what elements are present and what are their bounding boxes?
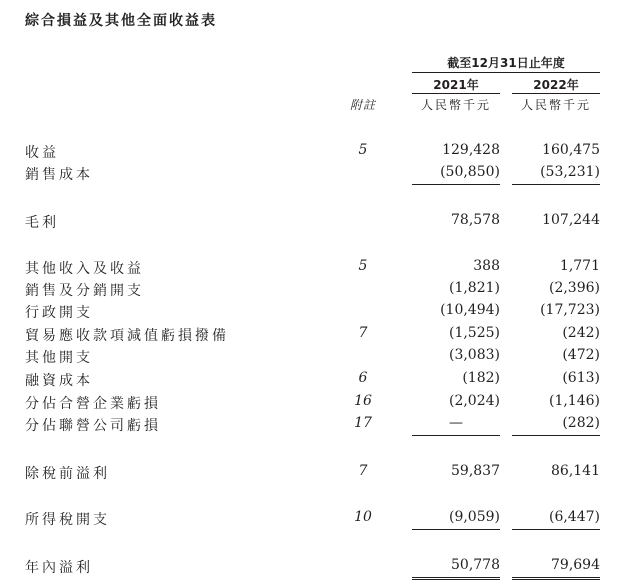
row-label: 毛利 [25,215,59,231]
row-note: 5 [358,258,368,274]
value-2021: 388 [473,258,500,274]
subtotal-rule-2021 [412,529,500,530]
value-2022: (242) [562,325,600,341]
row-label: 銷售及分銷開支 [25,283,144,299]
value-2021: (3,083) [448,347,500,363]
value-2021: — [449,415,463,431]
value-2021: (1,525) [448,325,500,341]
value-2022: (282) [562,415,600,431]
value-2021: 50,778 [451,557,500,573]
row-profit-before-tax [0,463,622,481]
row-label: 融資成本 [25,373,93,389]
row-label: 所得稅開支 [25,512,110,528]
row-note: 17 [354,415,372,431]
value-2022: (6,447) [548,509,600,525]
subtotal-rule-2022 [512,184,600,185]
row-label: 除稅前溢利 [25,466,110,482]
subtotal-rule-2022 [512,435,600,436]
value-2021: (10,494) [440,302,500,318]
value-2022: 107,244 [542,212,600,228]
total-double-rule-2021 [412,577,500,580]
subtotal-rule-2021 [412,435,500,436]
row-label: 收益 [25,145,59,161]
note-column-header: 附註 [349,98,376,112]
row-note: 7 [358,325,368,341]
row-income-tax [0,509,622,527]
row-label: 分佔合營企業虧損 [25,396,161,412]
value-2022: 1,771 [559,258,600,274]
row-label: 分佔聯營公司虧損 [25,418,161,434]
currency-header-2021: 人民幣千元 [420,98,491,112]
value-2022: (17,723) [540,302,600,318]
row-label: 銷售成本 [25,167,93,183]
row-note: 6 [358,370,368,386]
period-header-rule [412,72,600,73]
row-note: 5 [358,142,368,158]
value-2021: 59,837 [451,463,500,479]
row-share-of-associate-losses [0,415,622,433]
period-header: 截至12月31日止年度 [447,56,565,70]
value-2022: 160,475 [542,142,600,158]
value-2021: 78,578 [451,212,500,228]
value-2021: (1,821) [448,280,500,296]
value-2022: (472) [562,347,600,363]
row-cost-of-sales [0,164,622,182]
row-finance-costs [0,370,622,388]
row-label: 行政開支 [25,305,93,321]
row-revenue [0,142,622,160]
value-2022: 86,141 [551,463,600,479]
value-2022: (53,231) [540,164,600,180]
row-other-income [0,258,622,276]
subtotal-rule-2022 [512,529,600,530]
year-header-rule-2022 [512,93,600,94]
value-2021: 129,428 [442,142,500,158]
value-2021: (9,059) [448,509,500,525]
row-label: 其他開支 [25,350,93,366]
year-header-2022: 2022年 [533,78,579,92]
year-header-2021: 2021年 [433,78,479,92]
value-2021: (2,024) [448,393,500,409]
value-2022: (613) [562,370,600,386]
row-selling-expenses [0,280,622,298]
row-label: 貿易應收款項減值虧損撥備 [25,328,229,344]
value-2021: (182) [462,370,500,386]
row-note: 10 [354,509,372,525]
total-double-rule-2022 [512,577,600,580]
row-other-expenses [0,347,622,365]
row-share-of-jv-losses [0,393,622,411]
value-2022: (2,396) [548,280,600,296]
row-profit-for-year [0,557,622,575]
row-admin-expenses [0,302,622,320]
row-label: 其他收入及收益 [25,261,144,277]
statement-title: 綜合損益及其他全面收益表 [25,13,217,29]
value-2021: (50,850) [440,164,500,180]
row-note: 7 [358,463,368,479]
subtotal-rule-2021 [412,184,500,185]
value-2022: 79,694 [551,557,600,573]
value-2022: (1,146) [548,393,600,409]
row-note: 16 [354,393,372,409]
row-label: 年內溢利 [25,560,93,576]
row-gross-profit [0,212,622,230]
year-header-rule-2021 [412,93,500,94]
row-impairment-allowance [0,325,622,343]
currency-header-2022: 人民幣千元 [520,98,591,112]
